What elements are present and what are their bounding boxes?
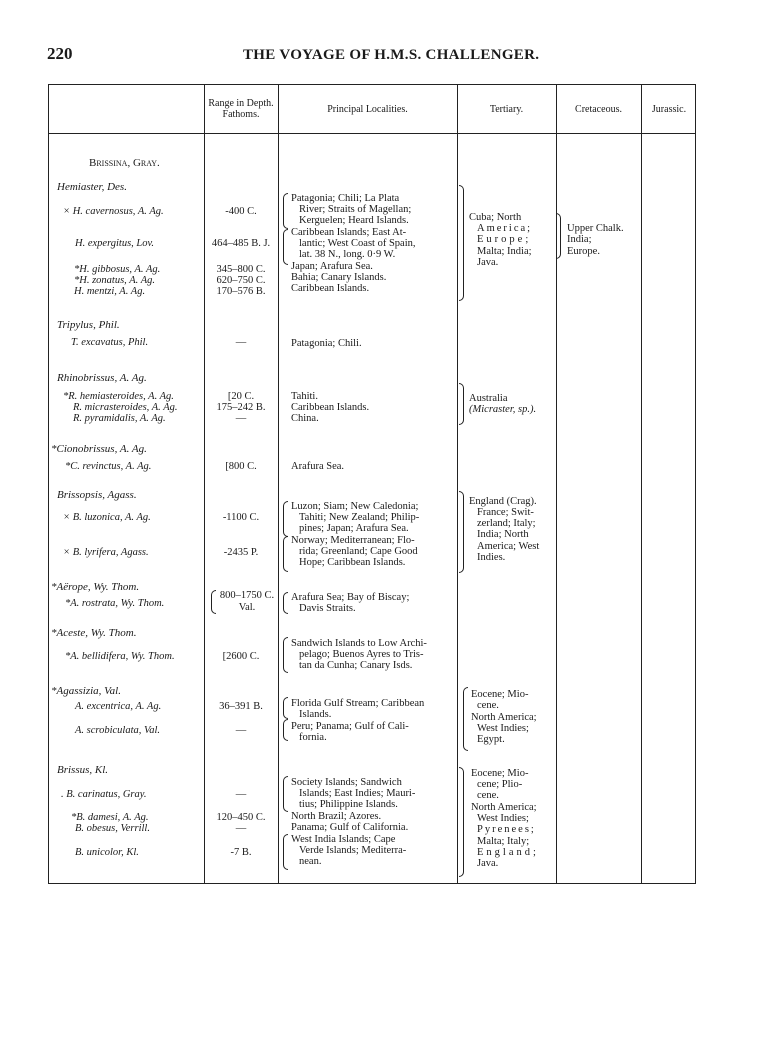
tertiary-text: Australia bbox=[469, 393, 508, 404]
brace bbox=[459, 491, 464, 573]
locality-text: West India Islands; Cape bbox=[291, 834, 396, 845]
header-localities: Principal Localities. bbox=[327, 103, 408, 115]
locality-text: Panama; Gulf of California. bbox=[291, 822, 409, 833]
locality-text: Hope; Caribbean Islands. bbox=[299, 557, 406, 568]
brace bbox=[283, 536, 288, 572]
brace bbox=[283, 229, 288, 265]
tertiary-text: Egypt. bbox=[477, 734, 505, 745]
locality-text: nean. bbox=[299, 856, 322, 867]
brace bbox=[283, 719, 288, 741]
depth-value: 464–485 B. J. bbox=[211, 238, 271, 249]
cretaceous-text: Upper Chalk. bbox=[567, 223, 624, 234]
locality-text: tius; Philippine Islands. bbox=[299, 799, 398, 810]
brace bbox=[283, 697, 288, 719]
tertiary-text: Java. bbox=[477, 858, 499, 869]
brace bbox=[283, 193, 288, 229]
header-tertiary: Tertiary. bbox=[489, 103, 524, 115]
locality-text: tan da Cunha; Canary Isds. bbox=[299, 660, 413, 671]
species-name: *B. damesi, A. Ag. bbox=[71, 812, 149, 823]
depth-value: 800–1750 C. Val. bbox=[219, 590, 275, 613]
locality-text: pines; Japan; Arafura Sea. bbox=[299, 523, 409, 534]
data-table bbox=[48, 84, 696, 884]
locality-text: Verde Islands; Mediterra- bbox=[299, 845, 407, 856]
tertiary-text: Cuba; North bbox=[469, 212, 522, 223]
cretaceous-text: India; bbox=[567, 234, 592, 245]
tertiary-text: West Indies; bbox=[477, 813, 529, 824]
brace bbox=[283, 834, 288, 870]
tertiary-text: Indies. bbox=[477, 552, 506, 563]
locality-text: River; Straits of Magellan; bbox=[299, 204, 412, 215]
brace bbox=[283, 592, 288, 614]
cretaceous-text: Europe. bbox=[567, 246, 600, 257]
locality-text: Islands; East Indies; Mauri- bbox=[299, 788, 416, 799]
genus-name: *Aërope, Wy. Thom. bbox=[51, 581, 140, 593]
species-name: *A. bellidifera, Wy. Thom. bbox=[65, 651, 175, 662]
locality-text: pelago; Buenos Ayres to Tris- bbox=[299, 649, 424, 660]
tertiary-text: France; Swit- bbox=[477, 507, 534, 518]
species-name: A. scrobiculata, Val. bbox=[75, 725, 161, 736]
locality-text: Caribbean Islands; East At- bbox=[291, 227, 407, 238]
tertiary-text: West Indies; bbox=[477, 723, 529, 734]
column-rule bbox=[556, 85, 557, 883]
species-name: × B. lyrifera, Agass. bbox=[63, 547, 149, 558]
genus-name: Hemiaster, Des. bbox=[57, 181, 127, 193]
depth-value: — bbox=[235, 413, 247, 424]
species-name: B. unicolor, Kl. bbox=[75, 847, 139, 858]
depth-value: -1100 C. bbox=[222, 512, 260, 523]
depth-value: 620–750 C. bbox=[216, 275, 266, 286]
depth-value: -2435 P. bbox=[223, 547, 259, 558]
brace bbox=[283, 776, 288, 812]
tertiary-text: Malta; India; bbox=[477, 246, 532, 257]
tertiary-text: England (Crag). bbox=[469, 496, 537, 507]
locality-text: Arafura Sea; Bay of Biscay; bbox=[291, 592, 410, 603]
locality-text: Society Islands; Sandwich bbox=[291, 777, 402, 788]
depth-value: 120–450 C. bbox=[216, 812, 266, 823]
species-name: . B. carinatus, Gray. bbox=[61, 789, 147, 800]
tertiary-text: Eocene; Mio- bbox=[471, 689, 529, 700]
page-number: 220 bbox=[47, 44, 73, 63]
locality-text: lat. 38 N., long. 0·9 W. bbox=[299, 249, 396, 260]
genus-name: Rhinobrissus, A. Ag. bbox=[57, 372, 147, 384]
header-cretaceous: Cretaceous. bbox=[575, 103, 622, 115]
depth-value: — bbox=[235, 337, 247, 348]
brace bbox=[459, 383, 464, 425]
species-name: B. obesus, Verrill. bbox=[75, 823, 150, 834]
genus-name: Brissopsis, Agass. bbox=[57, 489, 137, 501]
species-name: × H. cavernosus, A. Ag. bbox=[63, 206, 164, 217]
brace bbox=[283, 637, 288, 673]
species-name: *H. gibbosus, A. Ag. bbox=[74, 264, 161, 275]
species-name: R. pyramidalis, A. Ag. bbox=[73, 413, 166, 424]
depth-value: [2600 C. bbox=[222, 651, 260, 662]
locality-text: Florida Gulf Stream; Caribbean bbox=[291, 698, 425, 709]
tertiary-text: Pyrenees; bbox=[477, 824, 536, 835]
locality-text: Kerguelen; Heard Islands. bbox=[299, 215, 409, 226]
column-rule bbox=[204, 85, 205, 883]
brace bbox=[556, 213, 561, 259]
genus-name: Brissus, Kl. bbox=[57, 764, 109, 776]
locality-text: Tahiti. bbox=[291, 391, 318, 402]
column-rule bbox=[278, 85, 279, 883]
tertiary-text: (Micraster, sp.). bbox=[469, 404, 537, 415]
depth-value: 170–576 B. bbox=[216, 286, 266, 297]
depth-value: 175–242 B. bbox=[216, 402, 266, 413]
depth-value: -400 C. bbox=[225, 206, 257, 217]
species-name: *H. zonatus, A. Ag. bbox=[74, 275, 155, 286]
locality-text: Davis Straits. bbox=[299, 603, 356, 614]
tertiary-text: North America; bbox=[471, 712, 537, 723]
column-rule bbox=[641, 85, 642, 883]
depth-value: — bbox=[235, 725, 247, 736]
locality-text: Peru; Panama; Gulf of Cali- bbox=[291, 721, 409, 732]
tertiary-text: Europe; bbox=[477, 234, 532, 245]
brace bbox=[459, 767, 464, 877]
family-name: Brissina, Gray. bbox=[89, 157, 160, 169]
species-name: R. micrasteroides, A. Ag. bbox=[73, 402, 178, 413]
tertiary-text: Malta; Italy; bbox=[477, 836, 530, 847]
locality-text: Tahiti; New Zealand; Philip- bbox=[299, 512, 420, 523]
header-jurassic: Jurassic. bbox=[651, 103, 687, 115]
locality-text: rida; Greenland; Cape Good bbox=[299, 546, 418, 557]
tertiary-text: Eocene; Mio- bbox=[471, 768, 529, 779]
genus-name: *Aceste, Wy. Thom. bbox=[51, 627, 137, 639]
locality-text: Caribbean Islands. bbox=[291, 283, 370, 294]
species-name: H. expergitus, Lov. bbox=[75, 238, 155, 249]
tertiary-text: zerland; Italy; bbox=[477, 518, 536, 529]
brace bbox=[459, 185, 464, 301]
locality-text: North Brazil; Azores. bbox=[291, 811, 382, 822]
header-depth: Range in Depth. Fathoms. bbox=[208, 98, 274, 120]
locality-text: lantic; West Coast of Spain, bbox=[299, 238, 416, 249]
tertiary-text: Java. bbox=[477, 257, 499, 268]
tertiary-text: cene; Plio- bbox=[477, 779, 523, 790]
species-name: T. excavatus, Phil. bbox=[71, 337, 149, 348]
locality-text: Arafura Sea. bbox=[291, 461, 345, 472]
species-name: H. mentzi, A. Ag. bbox=[74, 286, 146, 297]
genus-name: *Cionobrissus, A. Ag. bbox=[51, 443, 147, 455]
brace bbox=[211, 590, 216, 614]
depth-value: 345–800 C. bbox=[216, 264, 266, 275]
locality-text: Patagonia; Chili; La Plata bbox=[291, 193, 400, 204]
species-name: × B. luzonica, A. Ag. bbox=[63, 512, 151, 523]
species-name: *R. hemiasteroides, A. Ag. bbox=[63, 391, 174, 402]
tertiary-text: cene. bbox=[477, 790, 499, 801]
genus-name: Tripylus, Phil. bbox=[57, 319, 120, 331]
species-name: *A. rostrata, Wy. Thom. bbox=[65, 598, 165, 609]
tertiary-text: America; West bbox=[477, 541, 540, 552]
tertiary-text: England; bbox=[477, 847, 539, 858]
depth-value: -7 B. bbox=[230, 847, 252, 858]
locality-text: fornia. bbox=[299, 732, 327, 743]
locality-text: Luzon; Siam; New Caledonia; bbox=[291, 501, 419, 512]
locality-text: Patagonia; Chili. bbox=[291, 338, 362, 349]
locality-text: Caribbean Islands. bbox=[291, 402, 370, 413]
locality-text: China. bbox=[291, 413, 319, 424]
species-name: *C. revinctus, A. Ag. bbox=[65, 461, 152, 472]
locality-text: Islands. bbox=[299, 709, 332, 720]
depth-value: — bbox=[235, 823, 247, 834]
running-head: THE VOYAGE OF H.M.S. CHALLENGER. bbox=[243, 47, 540, 63]
locality-text: Sandwich Islands to Low Archi- bbox=[291, 638, 427, 649]
genus-name: *Agassizia, Val. bbox=[51, 685, 121, 697]
tertiary-text: India; North bbox=[477, 529, 529, 540]
header-rule bbox=[49, 133, 695, 134]
depth-value: [800 C. bbox=[225, 461, 257, 472]
locality-text: Norway; Mediterranean; Flo- bbox=[291, 535, 415, 546]
tertiary-text: cene. bbox=[477, 700, 499, 711]
depth-value: — bbox=[235, 789, 247, 800]
tertiary-text: America; bbox=[477, 223, 533, 234]
locality-text: Bahia; Canary Islands. bbox=[291, 272, 387, 283]
column-rule bbox=[457, 85, 458, 883]
brace bbox=[463, 687, 468, 751]
depth-value: [20 C. bbox=[227, 391, 255, 402]
locality-text: Japan; Arafura Sea. bbox=[291, 261, 373, 272]
tertiary-text: North America; bbox=[471, 802, 537, 813]
species-name: A. excentrica, A. Ag. bbox=[75, 701, 162, 712]
brace bbox=[283, 501, 288, 537]
depth-value: 36–391 B. bbox=[219, 701, 263, 712]
